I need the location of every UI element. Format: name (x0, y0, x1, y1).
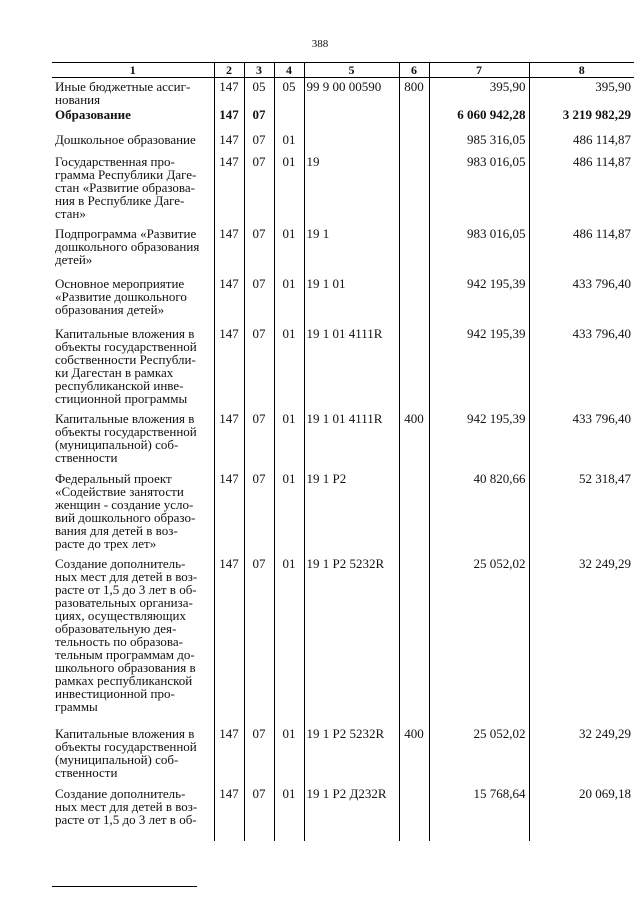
cell-amount-col8: 433 796,40 (529, 410, 634, 470)
cell-amount-col8: 395,90 (529, 78, 634, 107)
cell-amount-col8: 32 249,29 (529, 555, 634, 725)
cell-expense-type (399, 275, 429, 325)
cell-target-article: 19 1 P2 Д232R (304, 785, 399, 841)
cell-ministry-code: 147 (214, 785, 244, 841)
cell-amount-col7: 395,90 (429, 78, 529, 107)
cell-section: 07 (244, 725, 274, 785)
cell-subsection: 01 (274, 555, 304, 725)
cell-expense-type (399, 153, 429, 225)
cell-target-article: 19 1 01 4111R (304, 325, 399, 410)
table-row (52, 325, 634, 410)
cell-ministry-code: 147 (214, 470, 244, 555)
row-name: Капитальные вложения в объекты государственной (муниципальной) соб- ственности (55, 726, 197, 780)
table-row (52, 410, 634, 470)
cell-ministry-code: 147 (214, 131, 244, 153)
cell-expense-type: 400 (399, 410, 429, 470)
table-row (52, 725, 634, 785)
table-row (52, 785, 634, 841)
cell-amount-col7: 983 016,05 (429, 153, 529, 225)
cell-amount-col7: 942 195,39 (429, 275, 529, 325)
cell-target-article: 19 1 P2 5232R (304, 555, 399, 725)
cell-expense-type (399, 106, 429, 131)
cell-target-article: 19 (304, 153, 399, 225)
cell-amount-col8: 32 249,29 (529, 725, 634, 785)
cell-ministry-code: 147 (214, 106, 244, 131)
cell-subsection: 05 (274, 78, 304, 107)
table-row (52, 153, 634, 225)
table-row (52, 78, 634, 107)
cell-expense-type (399, 225, 429, 275)
cell-section: 07 (244, 470, 274, 555)
row-name: Капитальные вложения в объекты государственной собственности Республи- ки Дагестан в рамках республиканской инве- стиционной программы (55, 326, 197, 406)
cell-subsection: 01 (274, 131, 304, 153)
cell-section: 05 (244, 78, 274, 107)
cell-target-article: 19 1 01 (304, 275, 399, 325)
cell-amount-col8: 433 796,40 (529, 325, 634, 410)
row-name: Капитальные вложения в объекты государственной (муниципальной) соб- ственности (55, 411, 197, 465)
cell-expense-type (399, 131, 429, 153)
table-row (52, 106, 634, 131)
table-row (52, 470, 634, 555)
column-header: 2 (214, 63, 244, 78)
cell-target-article: 99 9 00 00590 (304, 78, 399, 107)
cell-subsection: 01 (274, 785, 304, 841)
row-name: Образование (55, 107, 131, 122)
cell-ministry-code: 147 (214, 410, 244, 470)
cell-target-article: 19 1 (304, 225, 399, 275)
column-header: 5 (304, 63, 399, 78)
column-header: 3 (244, 63, 274, 78)
cell-amount-col8: 20 069,18 (529, 785, 634, 841)
table-row (52, 555, 634, 725)
column-header: 6 (399, 63, 429, 78)
row-name: Создание дополнитель- ных мест для детей в воз- расте от 1,5 до 3 лет в об- (55, 786, 198, 827)
cell-ministry-code: 147 (214, 725, 244, 785)
cell-subsection: 01 (274, 153, 304, 225)
row-name: Подпрограмма «Развитие дошкольного образования детей» (55, 226, 200, 267)
cell-target-article: 19 1 01 4111R (304, 410, 399, 470)
cell-subsection: 01 (274, 325, 304, 410)
column-header: 4 (274, 63, 304, 78)
cell-target-article: 19 1 P2 5232R (304, 725, 399, 785)
cell-section: 07 (244, 153, 274, 225)
budget-table (52, 62, 634, 841)
cell-amount-col8: 433 796,40 (529, 275, 634, 325)
cell-section: 07 (244, 106, 274, 131)
cell-amount-col7: 942 195,39 (429, 325, 529, 410)
cell-section: 07 (244, 410, 274, 470)
page-number: 388 (311, 38, 329, 50)
cell-section: 07 (244, 555, 274, 725)
cell-amount-col7: 6 060 942,28 (429, 106, 529, 131)
row-name: Федеральный проект «Содействие занятости женщин - создание усло- вий дошкольного образо- вания для детей в воз- расте до трех лет» (55, 471, 196, 551)
table-row (52, 131, 634, 153)
table-body (52, 78, 634, 842)
cell-amount-col8: 52 318,47 (529, 470, 634, 555)
column-header: 8 (529, 63, 634, 78)
row-name: Дошкольное образование (55, 132, 196, 147)
cell-target-article: 19 1 P2 (304, 470, 399, 555)
cell-subsection: 01 (274, 225, 304, 275)
cell-ministry-code: 147 (214, 555, 244, 725)
table-row (52, 275, 634, 325)
cell-subsection: 01 (274, 410, 304, 470)
cell-ministry-code: 147 (214, 153, 244, 225)
header-row (52, 63, 634, 78)
cell-expense-type (399, 325, 429, 410)
cell-section: 07 (244, 325, 274, 410)
cell-subsection: 01 (274, 725, 304, 785)
cell-expense-type: 400 (399, 725, 429, 785)
cell-expense-type (399, 470, 429, 555)
cell-expense-type (399, 555, 429, 725)
cell-amount-col7: 985 316,05 (429, 131, 529, 153)
row-name: Основное мероприятие «Развитие дошкольного образования детей» (55, 276, 187, 317)
cell-amount-col8: 486 114,87 (529, 153, 634, 225)
cell-section: 07 (244, 785, 274, 841)
column-header: 1 (52, 63, 214, 78)
cell-amount-col7: 40 820,66 (429, 470, 529, 555)
cell-section: 07 (244, 225, 274, 275)
cell-target-article (304, 131, 399, 153)
cell-subsection: 01 (274, 470, 304, 555)
cell-amount-col7: 15 768,64 (429, 785, 529, 841)
table-row (52, 225, 634, 275)
row-name: Создание дополнитель- ных мест для детей в воз- расте от 1,5 до 3 лет в об- разовательных организа- циях, осуществляющих образовательную дея- тельность по образова- тельным программам до- школьного образования в рамках республиканской инвестиционной про- граммы (55, 556, 198, 714)
cell-section: 07 (244, 131, 274, 153)
cell-amount-col7: 25 052,02 (429, 725, 529, 785)
cell-expense-type (399, 785, 429, 841)
column-header: 7 (429, 63, 529, 78)
cell-subsection: 01 (274, 275, 304, 325)
cell-ministry-code: 147 (214, 275, 244, 325)
cell-ministry-code: 147 (214, 78, 244, 107)
cell-amount-col7: 983 016,05 (429, 225, 529, 275)
cell-amount-col7: 942 195,39 (429, 410, 529, 470)
cell-amount-col8: 3 219 982,29 (529, 106, 634, 131)
cell-amount-col7: 25 052,02 (429, 555, 529, 725)
cell-amount-col8: 486 114,87 (529, 131, 634, 153)
cell-subsection (274, 106, 304, 131)
row-name: Государственная про- грамма Республики Даге- стан «Развитие образова- ния в Республике Даге- стан» (55, 154, 197, 221)
cell-ministry-code: 147 (214, 225, 244, 275)
footnote-divider (52, 886, 197, 887)
cell-section: 07 (244, 275, 274, 325)
cell-amount-col8: 486 114,87 (529, 225, 634, 275)
cell-expense-type: 800 (399, 78, 429, 107)
row-name: Иные бюджетные ассиг- нования (55, 79, 191, 106)
cell-target-article (304, 106, 399, 131)
cell-ministry-code: 147 (214, 325, 244, 410)
